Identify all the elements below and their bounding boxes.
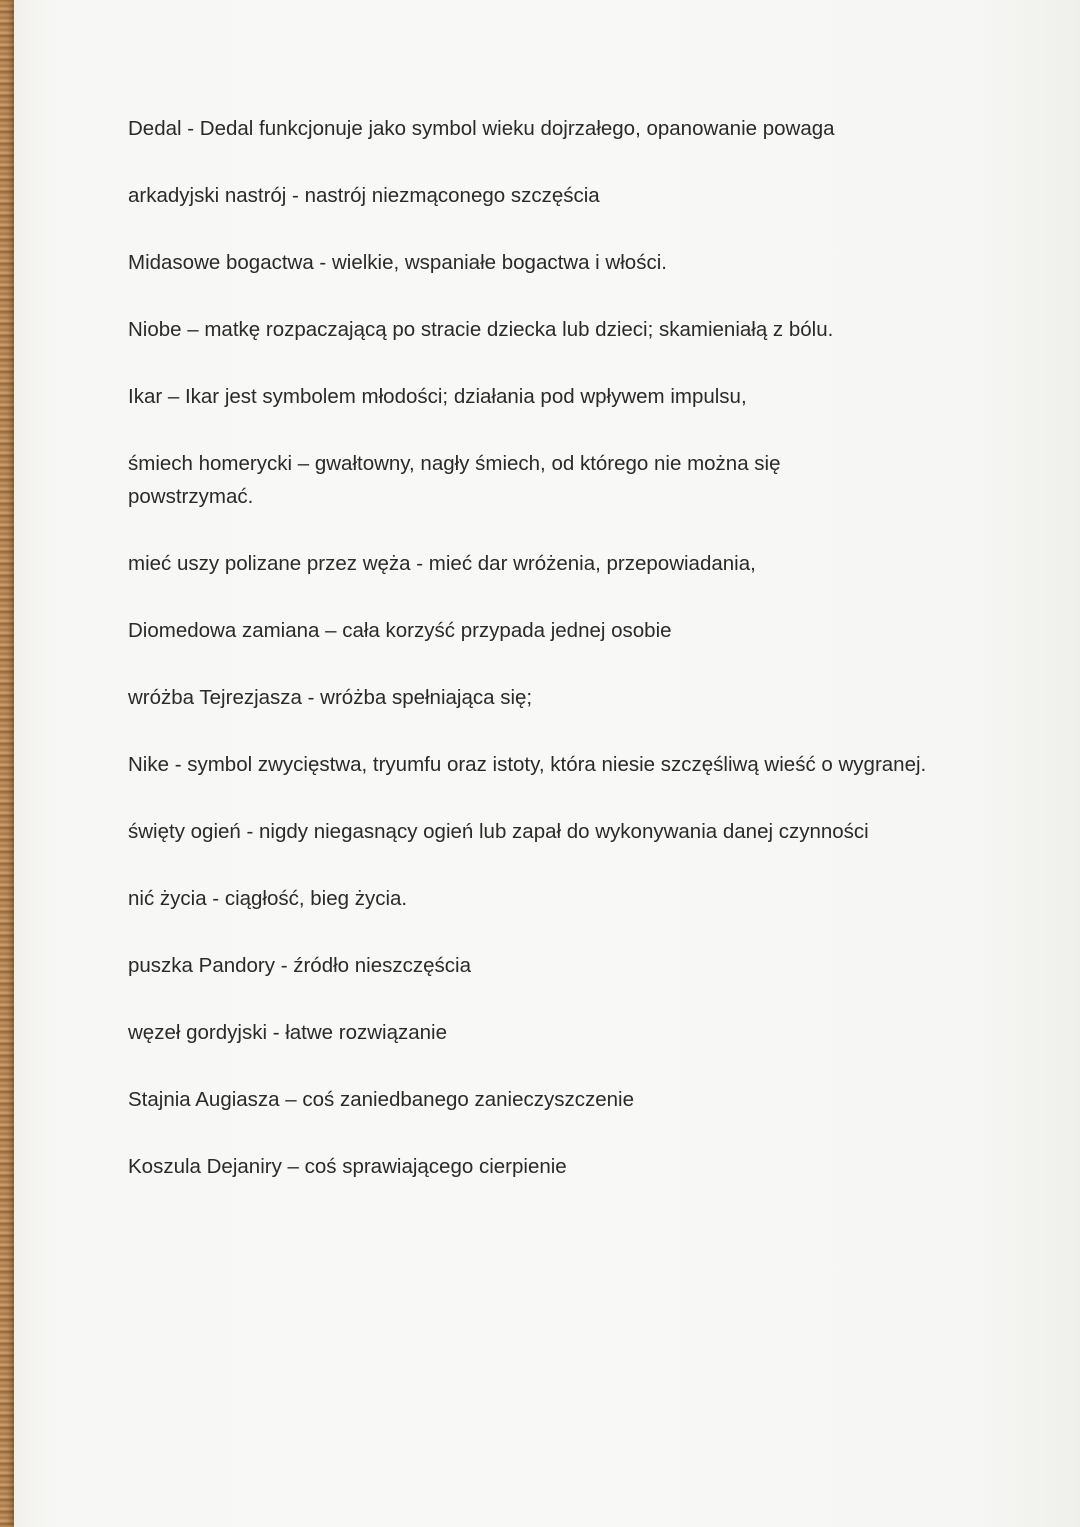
list-item: Niobe – matkę rozpaczającą po stracie dziecka lub dzieci; skamieniałą z bólu. [128, 318, 834, 341]
list-item: Nike - symbol zwycięstwa, tryumfu oraz istoty, która niesie szczęśliwą wieść o wygranej. [128, 753, 927, 776]
list-item: Ikar – Ikar jest symbolem młodości; działania pod wpływem impulsu, [128, 385, 747, 408]
list-item: węzeł gordyjski - łatwe rozwiązanie [128, 1021, 448, 1044]
list-item: mieć uszy polizane przez węża - mieć dar wróżenia, przepowiadania, [128, 552, 756, 575]
list-item: Koszula Dejaniry – coś sprawiającego cierpienie [128, 1155, 567, 1178]
list-item: śmiech homerycki – gwałtowny, nagły śmiech, od którego nie można się powstrzymać. [128, 452, 781, 508]
list-item: puszka Pandory - źródło nieszczęścia [128, 954, 471, 977]
list-item: wróżba Tejrezjasza - wróżba spełniająca się; [128, 686, 533, 709]
list-item: nić życia - ciągłość, bieg życia. [128, 887, 408, 910]
list-item: Midasowe bogactwa - wielkie, wspaniałe bogactwa i włości. [128, 251, 667, 274]
list-item: arkadyjski nastrój - nastrój niezmąconego szczęścia [128, 184, 600, 207]
list-item: Stajnia Augiasza – coś zaniedbanego zanieczyszczenie [128, 1088, 634, 1111]
definition-list [128, 112, 988, 1217]
list-item: święty ogień - nigdy niegasnący ogień lub zapał do wykonywania danej czynności [128, 820, 869, 843]
list-item: Diomedowa zamiana – cała korzyść przypada jednej osobie [128, 619, 672, 642]
list-item: Dedal - Dedal funkcjonuje jako symbol wieku dojrzałego, opanowanie powaga [128, 117, 835, 140]
binder-edge [0, 0, 14, 1527]
